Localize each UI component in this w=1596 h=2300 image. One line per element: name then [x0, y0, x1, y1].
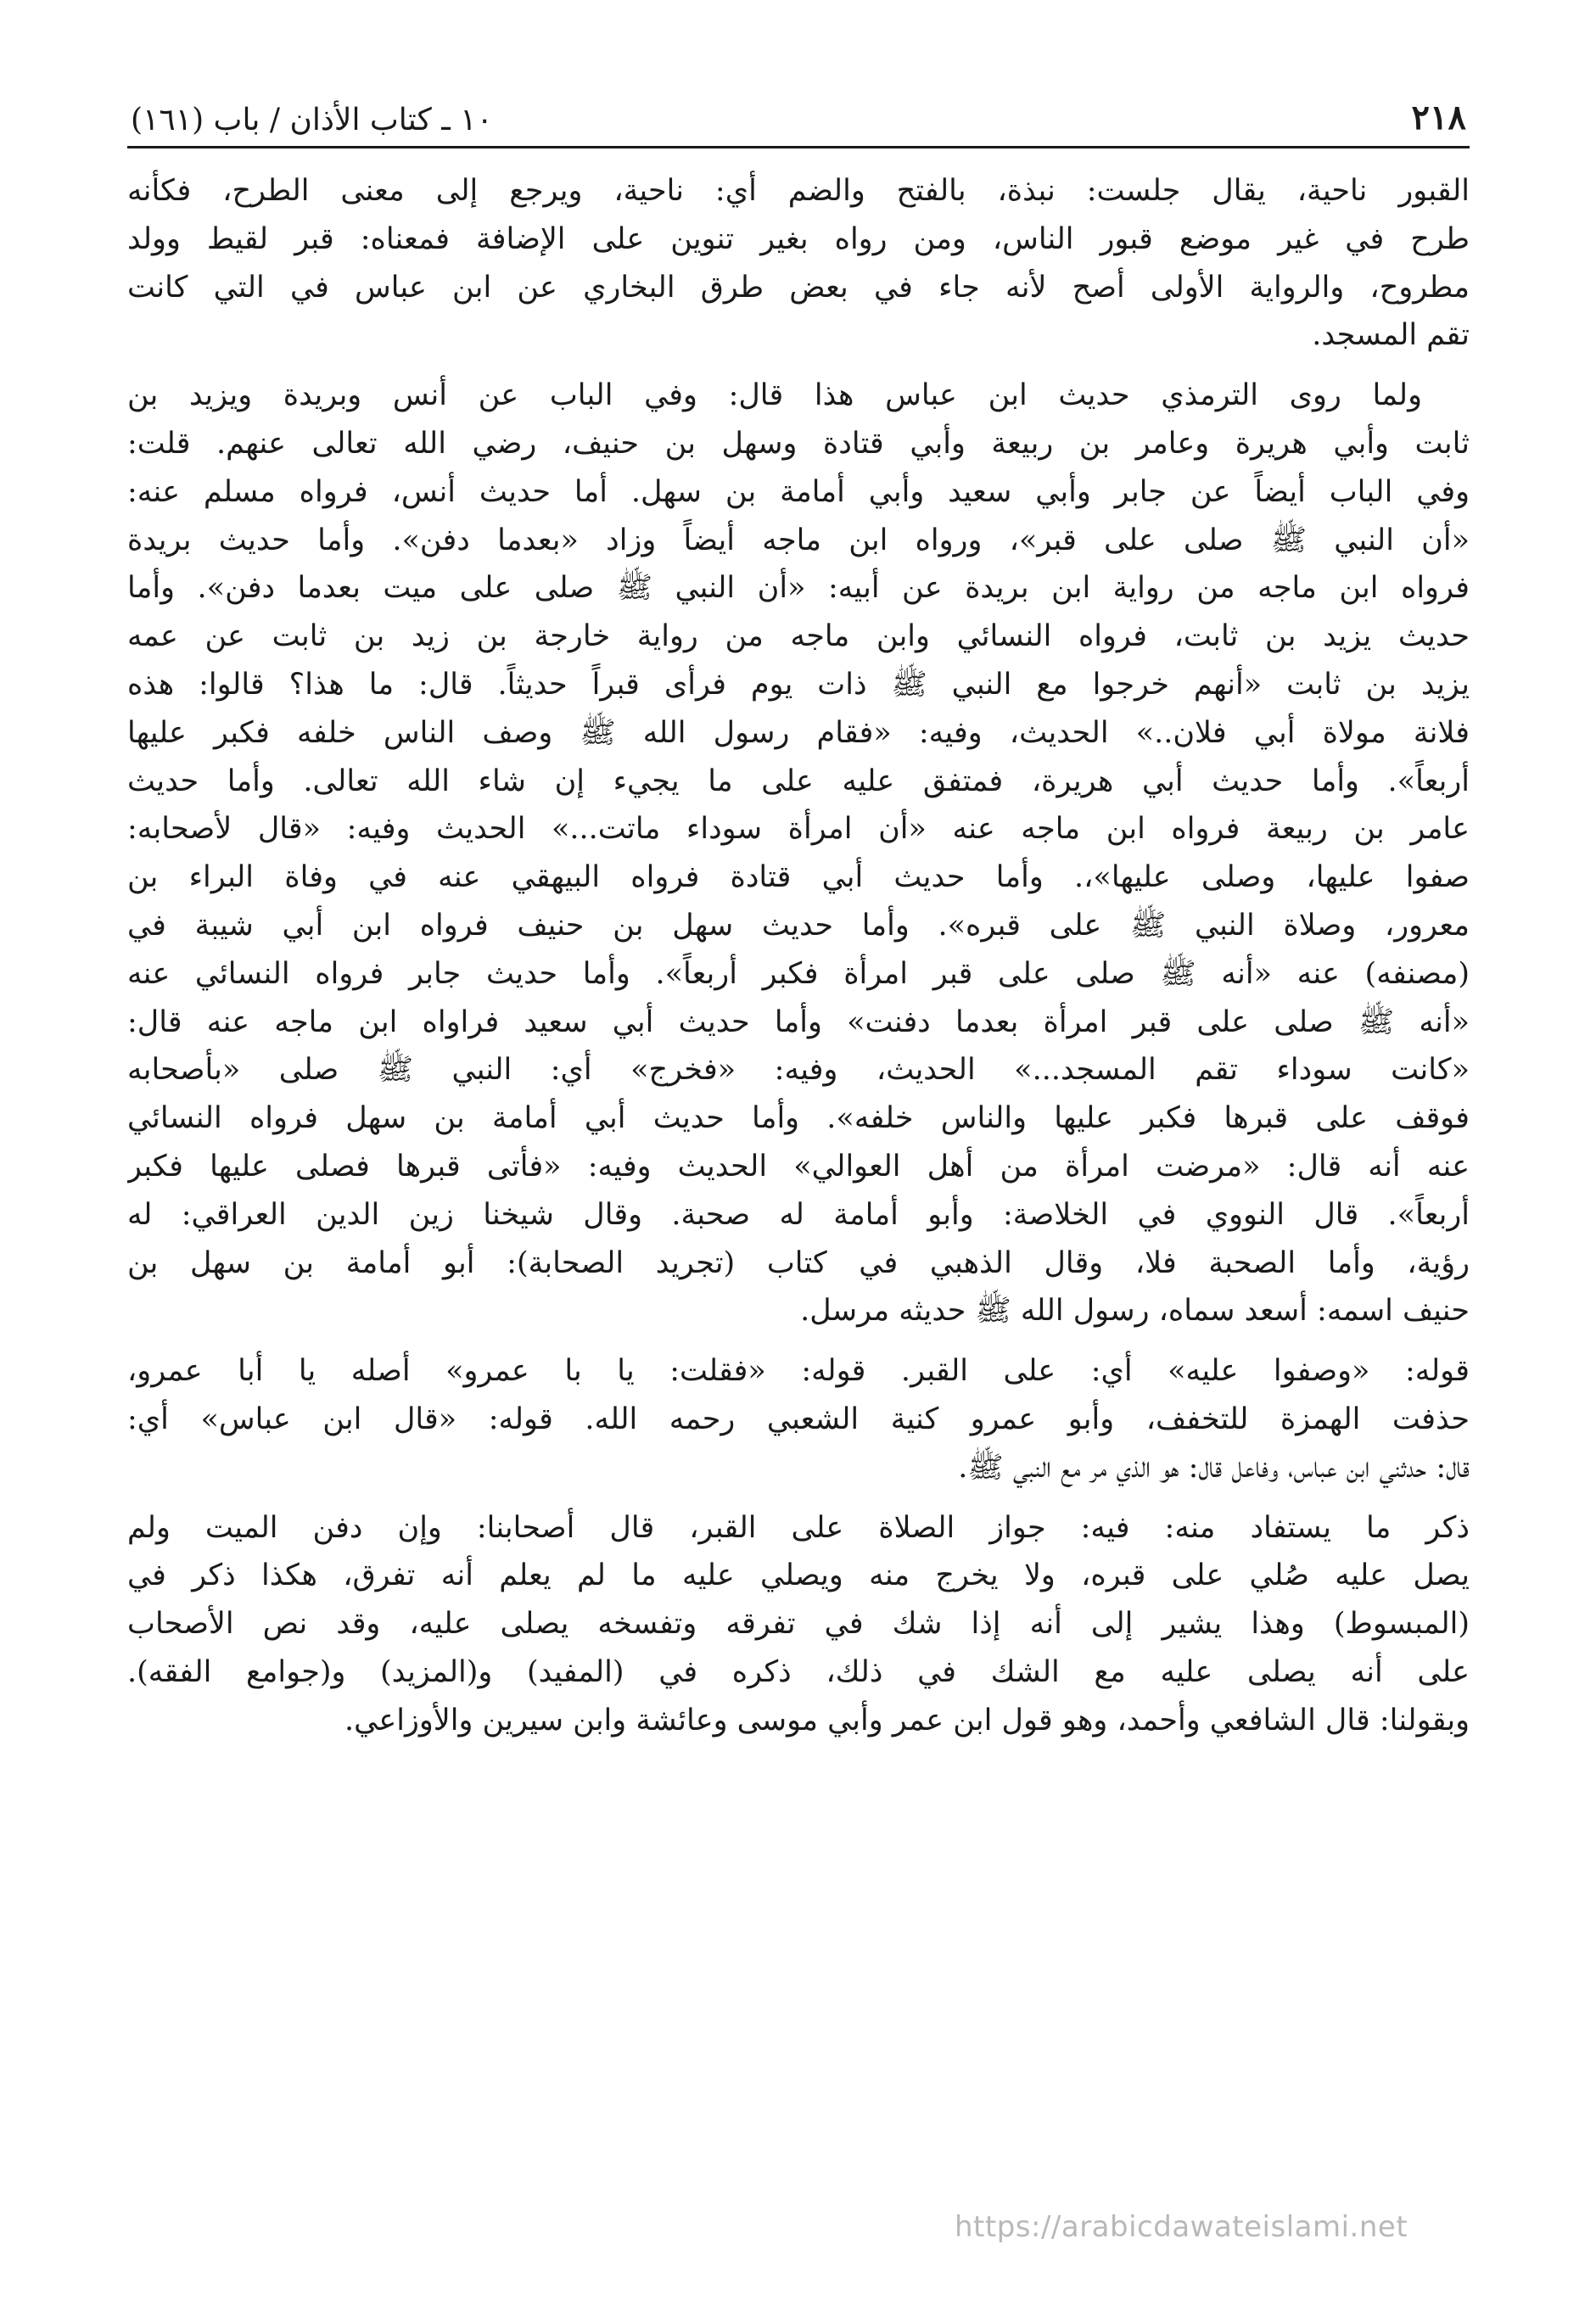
paragraph-3 [127, 1347, 1470, 1491]
book-page [127, 76, 1470, 2248]
text-line: «كانت سوداء تقم المسجد...» الحديث، وفيه: «فخرج» أي: النبي ﷺ صلى «بأصحابه [127, 1053, 1470, 1088]
text-line: يزيد بن ثابت «أنهم خرجوا مع النبي ﷺ ذات يوم فرأى قبراً حديثاً. قال: ما هذا؟ قالوا: هذه [127, 667, 1470, 702]
text-line: فرواه ابن ماجه من رواية ابن بريدة عن أبيه: «أن النبي ﷺ صلى على ميت بعدما دفن». وأما [127, 571, 1470, 606]
header-rule [127, 146, 1470, 148]
text-line: تقم المسجد. [1312, 318, 1470, 353]
paragraph-2 [127, 372, 1470, 1335]
text-line: على أنه يصلى عليه مع الشك في ذلك، ذكره في (المفيد) و(المزيد) و(جوامع الفقه). [127, 1654, 1470, 1689]
text-line: حديث يزيد بن ثابت، فرواه النسائي وابن ماجه من رواية خارجة بن زيد بن ثابت عن عمه [127, 619, 1470, 654]
text-line: حذفت الهمزة للتخفف، وأبو عمرو كنية الشعبي رحمه الله. قوله: «قال ابن عباس» أي: [127, 1402, 1470, 1436]
text-line: عنه أنه قال: «مرضت امرأة من أهل العوالي» الحديث وفيه: «فأتى قبرها فصلى عليها فكبر [127, 1149, 1470, 1184]
text-line: يصل عليه صُلي على قبره، ولا يخرج منه ويصلي عليه ما لم يعلم أنه تفرق، هكذا ذكر في [127, 1559, 1470, 1593]
text-line: عامر بن ربيعة فرواه ابن ماجه عنه «أن امرأة سوداء ماتت...» الحديث وفيه: «قال لأصحابه: [127, 812, 1470, 847]
text-line: أربعاً». وأما حديث أبي هريرة، فمتفق عليه على ما يجيء إن شاء الله تعالى. وأما حديث [127, 764, 1470, 798]
page-number: ٢١٨ [1411, 98, 1466, 137]
chapter-title: ١٠ ـ كتاب الأذان / باب (١٦١) [131, 103, 493, 137]
running-header [127, 76, 1470, 146]
watermark-url: https://arabicdawateislami.net [955, 2210, 1408, 2244]
text-line: حنيف اسمه: أسعد سماه، رسول الله ﷺ حديثه مرسل. [800, 1294, 1470, 1329]
text-line: ثابت وأبي هريرة وعامر بن ربيعة وأبي قتادة وسهل بن حنيف، رضي الله تعالى عنهم. قلت: [127, 426, 1470, 461]
text-line: «أنه ﷺ صلى على قبر امرأة بعدما دفنت» وأما حديث أبي سعيد فراواه ابن ماجه عنه قال: [127, 1005, 1470, 1039]
text-line: مطروح، والرواية الأولى أصح لأنه جاء في بعض طرق البخاري عن ابن عباس في التي كانت [127, 270, 1470, 305]
text-line: رؤية، وأما الصحبة فلا، وقال الذهبي في كتاب (تجريد الصحابة): أبو أمامة بن سهل بن [127, 1245, 1470, 1280]
text-line: «أن النبي ﷺ صلى على قبر»، ورواه ابن ماجه أيضاً وزاد «بعدما دفن». وأما حديث بريدة [127, 523, 1470, 557]
text-line: وبقولنا: قال الشافعي وأحمد، وهو قول ابن عمر وأبي موسى وعائشة وابن سيرين والأوزاعي. [344, 1703, 1470, 1738]
text-line: (المبسوط) وهذا يشير إلى أنه إذا شك في تفرقه وتفسخه يصلى عليه، وقد نص الأصحاب [127, 1607, 1470, 1642]
text-line: ذكر ما يستفاد منه: فيه: جواز الصلاة على القبر، قال أصحابنا: وإن دفن الميت ولم [127, 1510, 1470, 1545]
text-line: أربعاً». قال النووي في الخلاصة: وأبو أمامة له صحبة. وقال شيخنا زين الدين العراقي: له [127, 1197, 1470, 1232]
text-line: (مصنفه) عنه «أنه ﷺ صلى على قبر امرأة فكبر أربعاً». وأما حديث جابر فرواه النسائي عنه [127, 956, 1470, 991]
text-line: فوقف على قبرها فكبر عليها والناس خلفه». وأما حديث أبي أمامة بن سهل فرواه النسائي [127, 1101, 1470, 1136]
text-line: قال: حدثني ابن عباس، وفاعل قال: هو الذي مر مع النبي ﷺ. [958, 1450, 1470, 1485]
paragraph-1 [127, 167, 1470, 360]
text-line: صفوا عليها، وصلى عليها»،. وأما حديث أبي قتادة فرواه البيهقي عنه في وفاة البراء بن [127, 860, 1470, 895]
text-line: وفي الباب أيضاً عن جابر وأبي سعيد وأبي أمامة بن سهل. أما حديث أنس، فرواه مسلم عنه: [127, 474, 1470, 509]
text-line: معرور، وصلاة النبي ﷺ على قبره». وأما حديث سهل بن حنيف فرواه ابن أبي شيبة في [127, 908, 1470, 943]
paragraph-4 [127, 1504, 1470, 1745]
text-line: فلانة مولاة أبي فلان..» الحديث، وفيه: «فقام رسول الله ﷺ وصف الناس خلفه فكبر عليها [127, 715, 1470, 750]
text-line: القبور ناحية، يقال جلست: نبذة، بالفتح والضم أي: ناحية، ويرجع إلى معنى الطرح، فكأنه [127, 174, 1470, 208]
text-line: قوله: «وصفوا عليه» أي: على القبر. قوله: «فقلت: يا با عمرو» أصله يا أبا عمرو، [127, 1354, 1470, 1389]
text-line: ولما روى الترمذي حديث ابن عباس هذا قال: وفي الباب عن أنس وبريدة ويزيد بن [127, 378, 1422, 413]
text-line: طرح في غير موضع قبور الناس، ومن رواه بغير تنوين على الإضافة فمعناه: قبر لقيط وولد [127, 221, 1470, 256]
body-text [127, 167, 1470, 1745]
